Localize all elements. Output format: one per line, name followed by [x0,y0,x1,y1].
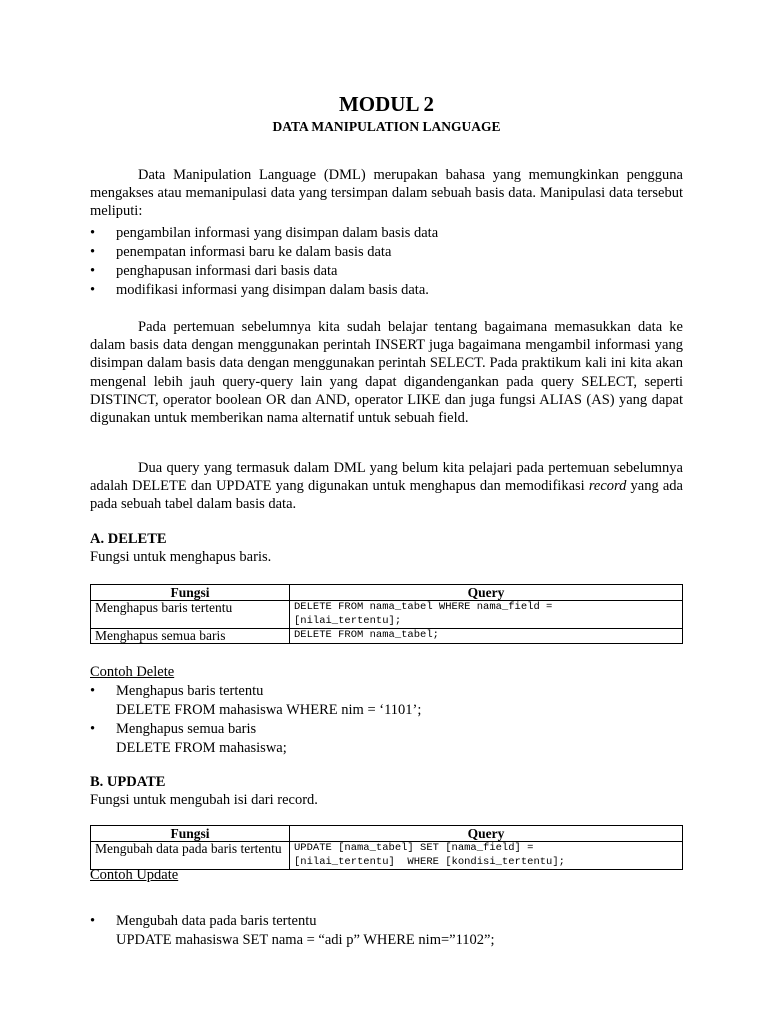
intro-paragraph [90,166,683,221]
page-subtitle: DATA MANIPULATION LANGUAGE [272,119,501,134]
intro-paragraph-text: Data Manipulation Language (DML) merupakan bahasa yang memungkinkan pengguna mengakses atau memanipulasi data yang tersimpan dalam sebuah basis data. Manipulasi data tersebut meliputi: [90,167,683,220]
list-item: • pengambilan informasi yang disimpan dalam basis data [90,224,438,243]
update-heading: B. UPDATE [90,774,166,790]
example-code: UPDATE mahasiswa SET nama = “adi p” WHERE nim=”1102”; [116,931,495,948]
update-example-1 [90,912,495,949]
update-description: Fungsi untuk mengubah isi dari record. [90,792,318,808]
paragraph-3-before: Dua query yang termasuk dalam DML yang belum kita pelajari pada pertemuan sebelumnya adalah DELETE dan UPDATE yang digunakan untuk menghapus dan memodifikasi [90,460,683,495]
example-label: Menghapus semua baris [116,721,257,737]
delete-example-title: Contoh Delete [90,664,175,680]
example-code: DELETE FROM mahasiswa WHERE nim = ‘1101’; [116,701,422,718]
bullet-icon: • [90,721,96,737]
page-title: MODUL 2 [338,92,435,116]
paragraph-2 [90,318,683,427]
intro-bullet-list [90,224,438,300]
table-cell-query: DELETE FROM nama_tabel WHERE nama_field = [nilai_tertentu]; [290,601,683,629]
bullet-icon: • [90,913,96,929]
table-cell-fungsi: Menghapus semua baris [91,629,290,644]
update-example-title: Contoh Update [90,867,179,883]
example-code: DELETE FROM mahasiswa; [116,739,287,756]
table-header-query: Query [290,585,683,601]
table-cell-query: DELETE FROM nama_tabel; [290,629,683,644]
table-header-row [91,826,683,842]
delete-description: Fungsi untuk menghapus baris. [90,549,272,565]
bullet-icon: • [90,683,96,699]
delete-table [90,584,683,644]
example-label: Mengubah data pada baris tertentu [116,913,317,929]
list-item: • modifikasi informasi yang disimpan dalam basis data. [90,281,438,300]
table-cell-fungsi: Mengubah data pada baris tertentu [91,842,290,870]
table-row [91,601,683,629]
table-row [91,842,683,870]
paragraph-3-after: yang ada pada sebuah tabel dalam basis data. [90,478,683,513]
table-header-fungsi: Fungsi [91,826,290,842]
paragraph-3-emphasis: record [588,478,627,495]
example-label: Menghapus baris tertentu [116,683,264,699]
list-item: • penempatan informasi baru ke dalam basis data [90,243,438,262]
update-table [90,825,683,870]
delete-example-1 [90,682,421,719]
table-row [91,629,683,644]
table-header-fungsi: Fungsi [91,585,290,601]
delete-example-2 [90,720,287,757]
list-item: • penghapusan informasi dari basis data [90,262,438,281]
delete-heading: A. DELETE [90,531,167,547]
table-cell-query: UPDATE [nama_tabel] SET [nama_field] = [nilai_tertentu] WHERE [kondisi_tertentu]; [290,842,683,870]
table-header-row [91,585,683,601]
table-header-query: Query [290,826,683,842]
paragraph-2-text: Pada pertemuan sebelumnya kita sudah belajar tentang bagaimana memasukkan data ke dalam basis data dengan menggunakan perintah INSERT juga bagaimana mengambil informasi yang disimpan dalam basis data dengan menggunakan perintah SELECT. Pada praktikum kali ini kita akan mengenal lebih jauh query-query lain yang dapat digandengankan pada query SELECT, seperti DISTINCT, operator boolean OR dan AND, operator LIKE dan juga fungsi ALIAS (AS) yang dapat digunakan untuk memberikan nama alternatif untuk sebuah field. [90,319,683,427]
table-cell-fungsi: Menghapus baris tertentu [91,601,290,629]
paragraph-3 [90,459,683,514]
